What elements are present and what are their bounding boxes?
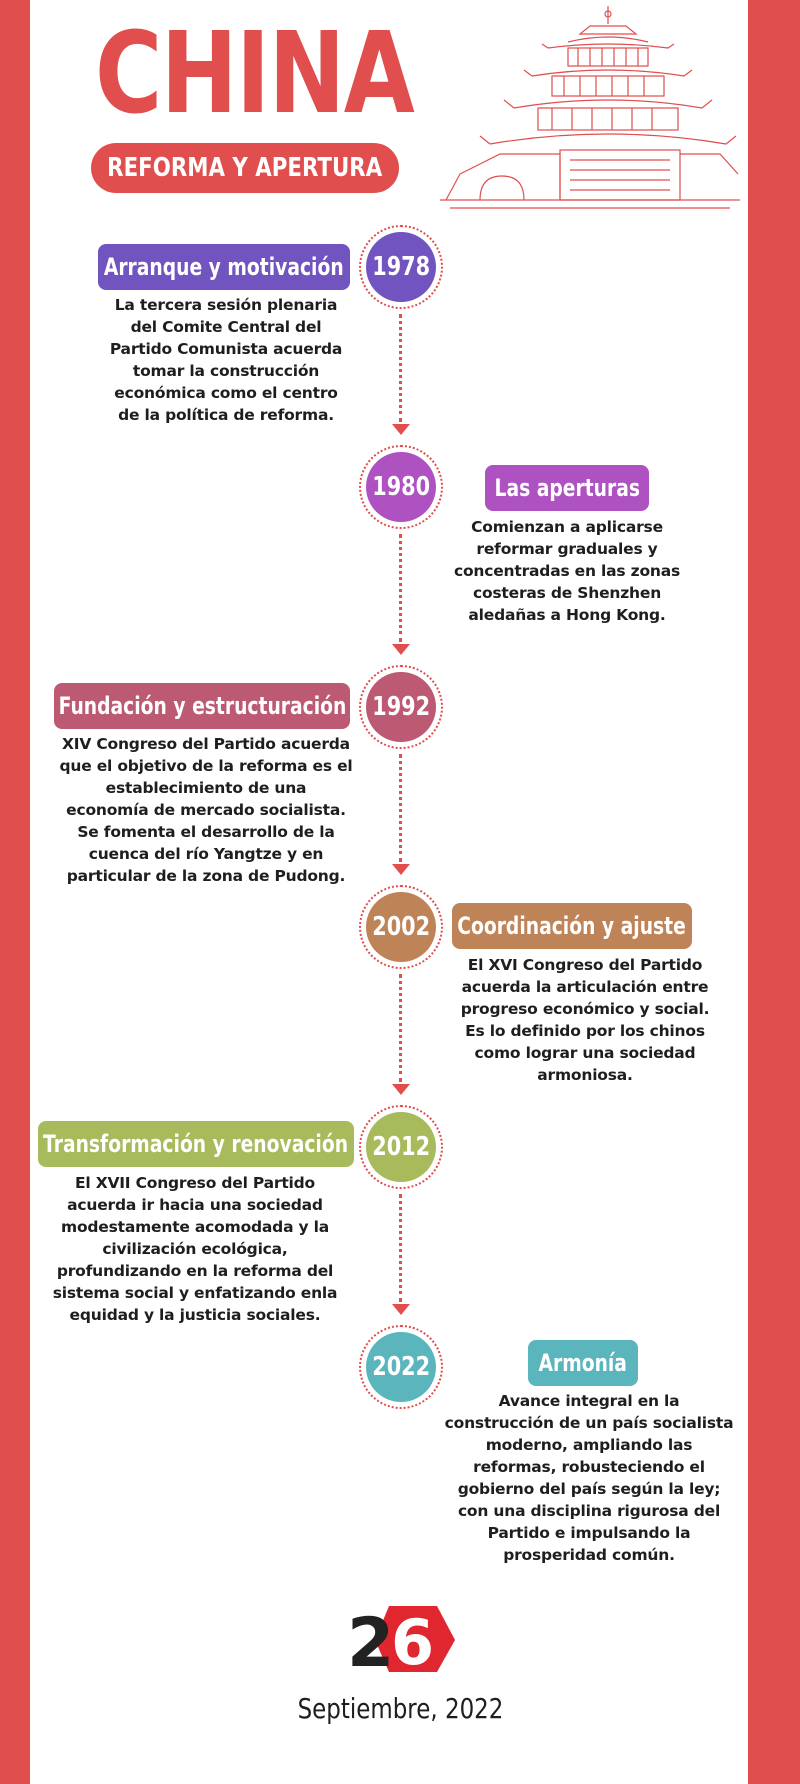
timeline-connector	[399, 534, 402, 642]
stage-label: Transformación y renovación	[43, 1130, 349, 1158]
year-node-2022	[359, 1325, 443, 1409]
pagoda-icon	[440, 4, 740, 220]
year-disc	[366, 1112, 436, 1182]
timeline-arrow	[392, 1304, 410, 1315]
stage-label: Armonía	[538, 1349, 628, 1377]
stage-label-pill	[38, 1121, 354, 1167]
page-title: CHINA	[95, 9, 414, 139]
stage-label: Las aperturas	[494, 474, 640, 502]
timeline-arrow	[392, 424, 410, 435]
logo-six: 6	[391, 1606, 435, 1674]
timeline-connector	[399, 974, 402, 1082]
date-text: Septiembre, 2022	[297, 1692, 503, 1725]
stage-description: La tercera sesión plenaria del Comite Central del Partido Comunista acuerda tomar la construcción económica como el centro de la política de reforma.	[109, 296, 343, 424]
left-border-band	[0, 0, 30, 1784]
stage-label-pill	[98, 244, 350, 290]
year-node-2002	[359, 885, 443, 969]
year-label: 2012	[372, 1132, 430, 1162]
year-label: 2022	[372, 1352, 430, 1382]
year-node-2012	[359, 1105, 443, 1189]
stage-label-pill	[54, 683, 350, 729]
stage-label-pill	[528, 1340, 638, 1386]
timeline-arrow	[392, 1084, 410, 1095]
stage-description: El XVII Congreso del Partido acuerda ir hacia una sociedad modestamente acomodada y la civilización ecológica, profundizando en la reforma del sistema social y enfatizando enla equidad y la justicia sociales.	[52, 1174, 338, 1324]
brand-logo	[345, 1604, 460, 1674]
stage-description: El XVI Congreso del Partido acuerda la articulación entre progreso económico y social. Es lo definido por los chinos como lograr una sociedad armoniosa.	[460, 956, 710, 1084]
timeline-connector	[399, 314, 402, 422]
stage-description: Avance integral en la construcción de un país socialista moderno, ampliando las reformas, robusteciendo el gobierno del país según la ley; con una disciplina rigurosa del Partido e impulsando la prosperidad común.	[444, 1392, 734, 1564]
timeline-arrow	[392, 644, 410, 655]
year-disc	[366, 452, 436, 522]
year-label: 1992	[372, 692, 430, 722]
year-disc	[366, 1332, 436, 1402]
stage-description: XIV Congreso del Partido acuerda que el objetivo de la reforma es el establecimiento de una economía de mercado socialista. Se fomenta el desarrollo de la cuenca del río Yangtze y en particular de la zona de Pudong.	[59, 735, 353, 885]
logo-two: 2	[347, 1604, 395, 1674]
year-disc	[366, 672, 436, 742]
publication-date	[200, 1692, 600, 1725]
timeline-arrow	[392, 864, 410, 875]
subtitle-text: REFORMA Y APERTURA	[107, 153, 383, 183]
stage-label: Fundación y estructuración	[58, 692, 346, 720]
stage-label-pill	[452, 903, 692, 949]
timeline-connector	[399, 754, 402, 862]
stage-label: Arranque y motivación	[104, 253, 344, 281]
year-label: 1978	[372, 252, 430, 282]
year-label: 2002	[372, 912, 430, 942]
year-node-1992	[359, 665, 443, 749]
year-disc	[366, 232, 436, 302]
stage-label-pill	[485, 465, 649, 511]
year-label: 1980	[372, 472, 430, 502]
timeline-connector	[399, 1194, 402, 1302]
year-disc	[366, 892, 436, 962]
right-border-band	[748, 0, 800, 1784]
stage-description: Comienzan a aplicarse reformar graduales y concentradas en las zonas costeras de Shenzhen aledañas a Hong Kong.	[453, 518, 681, 624]
stage-label: Coordinación y ajuste	[457, 912, 687, 940]
subtitle-badge	[91, 143, 399, 193]
